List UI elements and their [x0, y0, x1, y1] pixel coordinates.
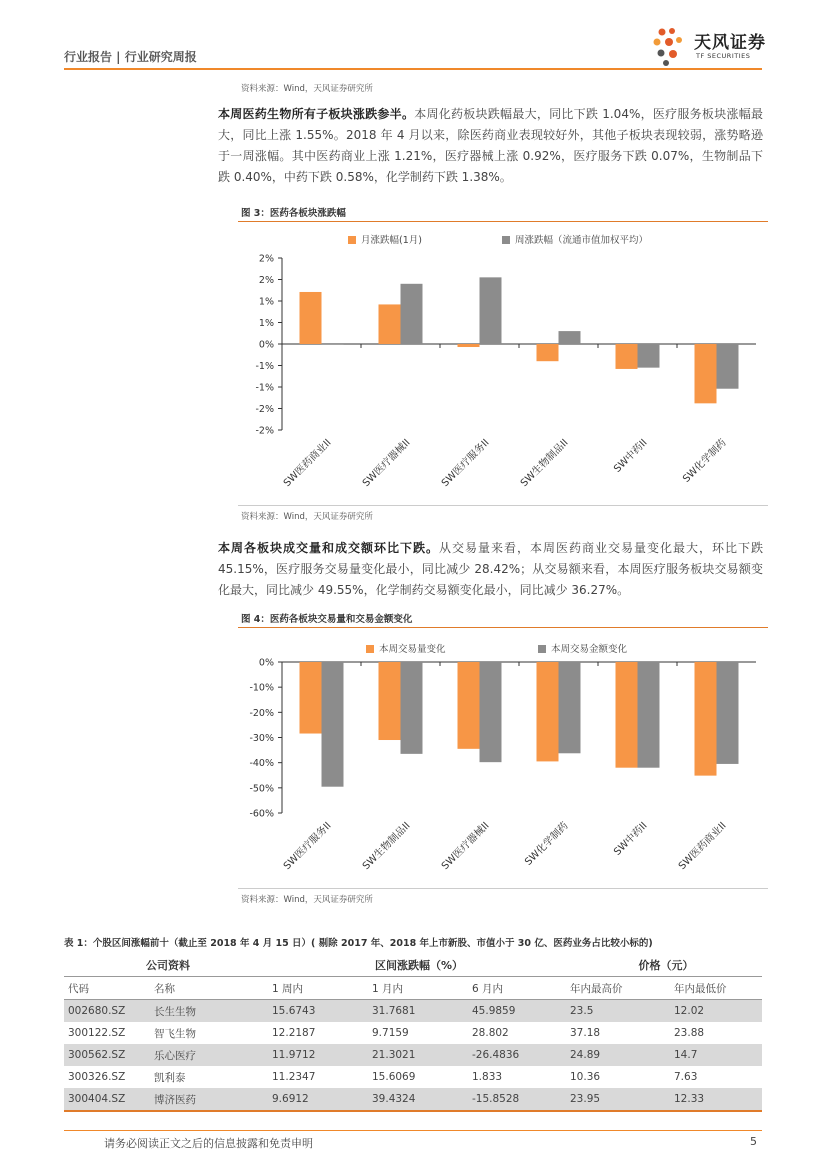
bar	[638, 662, 660, 768]
top-gainers-table	[64, 954, 762, 1112]
header-divider	[64, 68, 762, 70]
paragraph-lead: 本周医药生物所有子板块涨跌参半。	[218, 107, 415, 121]
x-tick-label: SW生物制品II	[360, 820, 413, 873]
bar	[616, 344, 638, 369]
x-tick-label: SW生物制品II	[518, 437, 571, 490]
col-year-high: 年内最高价	[566, 977, 670, 1000]
paragraph-body: 从交易量来看，本周医药商业交易量变化最大，环比下跌 45.15%，医疗服务交易量变化最小，同比减少 28.42%；从交易额来看，本周医疗服务板块交易额变化最大，同比减少 49.55%，化学制药交易额变化最小，同比减少 36.27%。	[218, 541, 763, 597]
bar	[300, 662, 322, 734]
figure-4-top-rule	[238, 627, 768, 628]
table-group-header	[64, 954, 762, 977]
page-number: 5	[750, 1135, 757, 1148]
disclaimer-text: 请务必阅读正文之后的信息披露和免责申明	[104, 1137, 313, 1150]
cell: -26.4836	[468, 1044, 566, 1066]
y-tick-label: -2%	[255, 404, 274, 415]
cell: 14.7	[670, 1044, 762, 1066]
cell: 002680.SZ	[64, 1000, 150, 1023]
figure-3-top-rule	[238, 221, 768, 222]
logo-chinese-name: 天风证券	[694, 33, 766, 53]
bar	[480, 662, 502, 762]
bar	[322, 662, 344, 787]
cell: 37.18	[570, 1027, 601, 1039]
footer-divider	[64, 1130, 762, 1131]
legend-swatch	[348, 236, 356, 244]
cell: 智飞生物	[154, 1027, 196, 1040]
bar	[537, 344, 559, 361]
y-tick-label: 0%	[258, 339, 274, 351]
y-tick-label: 1%	[258, 318, 274, 329]
cell: 45.9859	[468, 1000, 566, 1023]
bar	[322, 344, 344, 345]
bar	[458, 344, 480, 347]
x-tick-label: SW医疗服务II	[281, 820, 334, 873]
cell: 12.02	[670, 1000, 762, 1023]
y-tick-label: -1%	[255, 382, 274, 394]
bar	[379, 662, 401, 740]
cell: 凯利泰	[154, 1071, 186, 1084]
y-tick-label: -10%	[249, 682, 274, 694]
legend-label: 本周交易量变化	[379, 644, 446, 655]
cell: 300326.SZ	[68, 1071, 126, 1083]
col-6m: 6 月内	[468, 977, 566, 1000]
cell: 21.3021	[368, 1044, 468, 1066]
cell: 12.2187	[272, 1027, 316, 1039]
cell: 28.802	[472, 1027, 509, 1039]
table-row	[64, 1066, 762, 1088]
paragraph-volume-change	[218, 538, 763, 601]
x-tick-label: SW中药II	[612, 820, 650, 858]
cell: 博济医药	[150, 1088, 268, 1111]
x-tick-label: SW中药II	[612, 437, 650, 475]
report-category: 行业报告 | 行业研究周报	[64, 50, 197, 64]
legend-label: 周涨跌幅（流通市值加权平均）	[515, 235, 649, 246]
col-name: 名称	[150, 977, 268, 1000]
y-tick-label: -20%	[249, 707, 274, 719]
y-tick-label: -1%	[255, 361, 274, 372]
y-tick-label: -30%	[249, 733, 274, 744]
cell: 12.33	[670, 1088, 762, 1111]
source-note-2: 资料来源：Wind，天风证券研究所	[241, 512, 373, 522]
figure-4-bottom-rule	[238, 888, 768, 889]
y-tick-label: 0%	[258, 657, 274, 669]
cell: 300562.SZ	[64, 1044, 150, 1066]
x-tick-label: SW化学制药	[523, 820, 571, 868]
bar	[480, 277, 502, 344]
cell: 300404.SZ	[64, 1088, 150, 1111]
table-row	[64, 1044, 762, 1066]
table-row	[64, 1000, 762, 1023]
legend-swatch	[366, 645, 374, 653]
table-column-header	[64, 977, 762, 1000]
cell: 23.5	[566, 1000, 670, 1023]
source-note-1: 资料来源：Wind，天风证券研究所	[241, 84, 373, 94]
x-tick-label: SW医疗服务II	[439, 437, 492, 490]
table-row	[64, 1022, 762, 1044]
legend-label: 本周交易金额变化	[551, 644, 628, 655]
y-tick-label: -2%	[255, 425, 274, 437]
bar	[695, 662, 717, 776]
cell: 31.7681	[368, 1000, 468, 1023]
y-tick-label: 2%	[258, 275, 274, 286]
group-range-change: 区间涨跌幅（%）	[268, 954, 566, 977]
cell: 1.833	[472, 1071, 503, 1083]
sector-change-chart	[238, 225, 768, 503]
bar	[616, 662, 638, 768]
bar	[695, 344, 717, 403]
logo-mark	[654, 28, 683, 66]
cell: 39.4324	[368, 1088, 468, 1111]
bar	[401, 662, 423, 754]
bar	[379, 304, 401, 344]
cell: 300122.SZ	[68, 1027, 126, 1039]
cell: -15.8528	[468, 1088, 566, 1111]
x-tick-label: SW医疗器械II	[360, 437, 413, 490]
col-year-low: 年内最低价	[670, 977, 762, 1000]
legend-swatch	[538, 645, 546, 653]
bar	[300, 292, 322, 344]
cell: 15.6743	[268, 1000, 368, 1023]
cell: 11.9712	[268, 1044, 368, 1066]
y-tick-label: 1%	[258, 296, 274, 308]
bar	[717, 344, 739, 389]
cell: 15.6069	[372, 1071, 416, 1083]
cell: 9.7159	[372, 1027, 409, 1039]
figure-3-bottom-rule	[238, 505, 768, 506]
table-row	[64, 1088, 762, 1111]
bar	[401, 284, 423, 344]
legend-label: 月涨跌幅(1月)	[361, 235, 422, 246]
bar	[638, 344, 660, 368]
logo-english-name: TF SECURITIES	[696, 52, 751, 60]
volume-change-chart	[238, 631, 768, 886]
col-1w: 1 周内	[268, 977, 368, 1000]
y-tick-label: -40%	[249, 758, 274, 770]
bar	[559, 331, 581, 344]
cell: 23.88	[674, 1027, 705, 1039]
cell: 9.6912	[268, 1088, 368, 1111]
bar	[559, 662, 581, 753]
bar	[717, 662, 739, 764]
cell: 10.36	[570, 1071, 601, 1083]
cell: 长生生物	[150, 1000, 268, 1023]
figure-4-title: 图 4：医药各板块交易量和交易金额变化	[241, 614, 413, 625]
cell: 乐心医疗	[150, 1044, 268, 1066]
y-tick-label: -50%	[249, 783, 274, 795]
x-tick-label: SW医药商业II	[676, 820, 729, 873]
group-company-info: 公司资料	[64, 954, 268, 977]
figure-3-title: 图 3：医药各板块涨跌幅	[241, 208, 346, 219]
paragraph-body: 本周化药板块跌幅最大，同比下跌 1.04%，医疗服务板块涨幅最大，同比上涨 1.55%。2018 年 4 月以来，除医药商业表现较好外，其他子板块表现较弱，涨势略逊于一周涨幅。其中医药商业上涨 1.21%，医疗器械上涨 0.92%，医疗服务下跌 0.07%，生物制品下跌 0.40%，中药下跌 0.58%，化学制药下跌 1.38%。	[218, 107, 763, 184]
cell: 23.95	[566, 1088, 670, 1111]
table-1-title: 表 1：个股区间涨幅前十（截止至 2018 年 4 月 15 日）( 剔除 2017 年、2018 年上市新股、市值小于 30 亿、医药业务占比较小标的)	[64, 938, 653, 949]
cell: 7.63	[674, 1071, 698, 1083]
paragraph-lead: 本周各板块成交量和成交额环比下跌。	[218, 541, 439, 555]
x-tick-label: SW医药商业II	[281, 437, 334, 490]
paragraph-sector-performance	[218, 104, 763, 188]
x-tick-label: SW医疗器械II	[439, 820, 492, 873]
y-tick-label: 2%	[258, 253, 274, 265]
cell: 11.2347	[272, 1071, 316, 1083]
bar	[458, 662, 480, 749]
y-tick-label: -60%	[249, 808, 274, 820]
legend-swatch	[502, 236, 510, 244]
col-1m: 1 月内	[368, 977, 468, 1000]
cell: 24.89	[566, 1044, 670, 1066]
col-code: 代码	[64, 977, 150, 1000]
bar	[537, 662, 559, 761]
source-note-3: 资料来源：Wind，天风证券研究所	[241, 895, 373, 905]
group-price: 价格（元）	[566, 954, 762, 977]
x-tick-label: SW化学制药	[681, 437, 729, 485]
